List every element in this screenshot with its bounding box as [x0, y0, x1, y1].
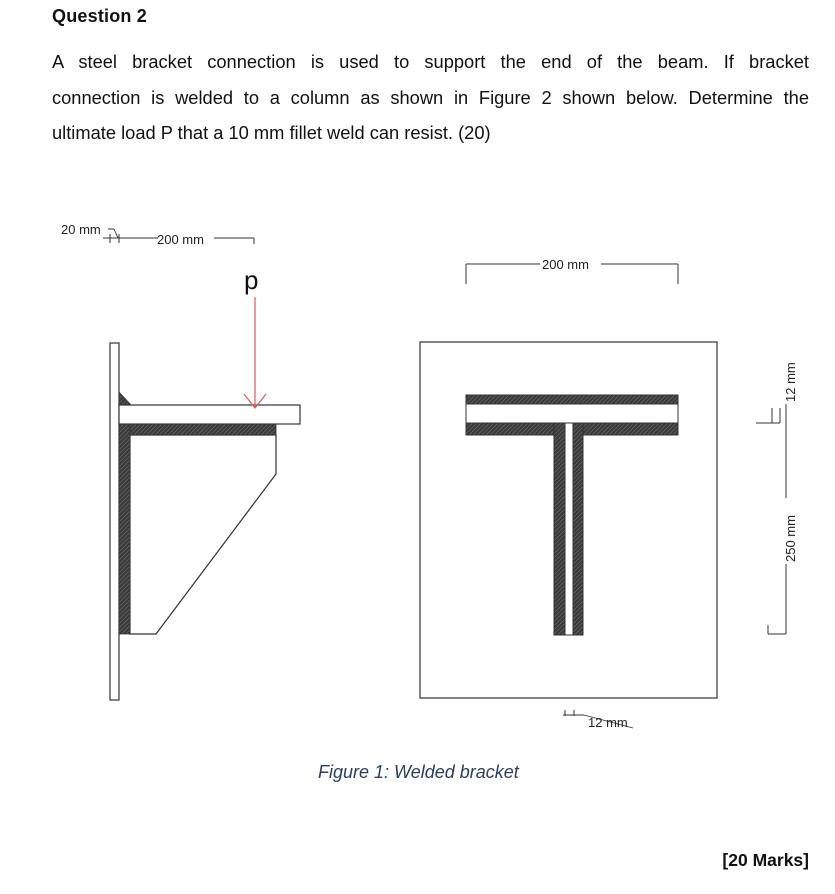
dim-label-offset: 20 mm [61, 222, 101, 237]
bracket-plate [130, 435, 276, 634]
question-line: connection is welded to a column as shown in Figure 2 shown below. Determine the [52, 86, 809, 108]
front-view [420, 257, 798, 730]
column [110, 343, 119, 700]
dim-label-flange: 12 mm [783, 362, 798, 402]
question-line: ultimate load P that a 10 mm fillet weld can resist. (20) [52, 122, 491, 143]
top-weld [119, 392, 131, 405]
flange-inner [466, 404, 678, 423]
bracket-flange-weld [119, 424, 276, 435]
beam-plate [119, 405, 300, 424]
question-heading: Question 2 [52, 6, 148, 26]
marks-label: [20 Marks] [722, 850, 809, 870]
web-inner [565, 423, 573, 635]
figure-caption: Figure 1: Welded bracket [318, 762, 519, 782]
question-line: A steel bracket connection is used to support the end of the beam. If bracket [52, 51, 809, 72]
dim-label-height: 250 mm [783, 515, 798, 562]
load-label: p [244, 265, 259, 295]
dim-label-span: 200 mm [157, 232, 204, 247]
column-weld [119, 424, 130, 634]
side-view [61, 222, 300, 700]
dim-label-width: 200 mm [542, 257, 589, 272]
dim-label-web: 12 mm [588, 715, 628, 730]
